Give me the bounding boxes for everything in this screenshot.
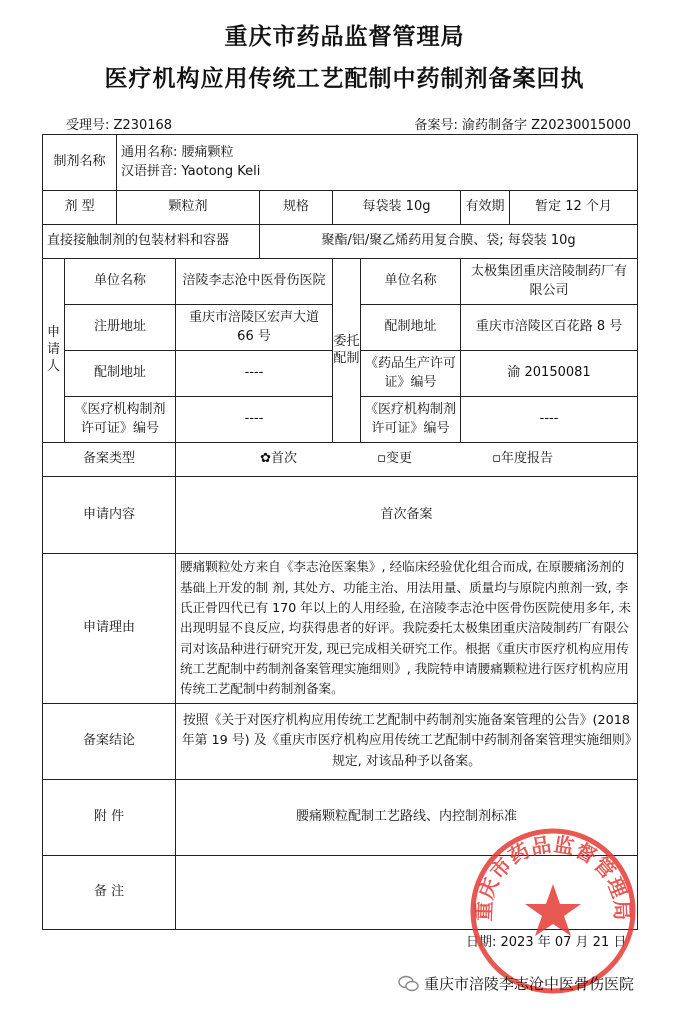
- applicant-license-value: ----: [176, 397, 333, 443]
- applicant-address-value: 重庆市涪陵区宏声大道 66 号: [176, 305, 333, 351]
- contractor-group-label: 委托配制: [333, 259, 361, 443]
- record-number: 备案号: 渝药制备字 Z20230015000: [414, 118, 631, 133]
- applicant-group-label: 申请人: [43, 259, 65, 443]
- contractor-unit-value: 太极集团重庆涪陵制药厂有限公司: [461, 259, 638, 305]
- contractor-address-label: 配制地址: [361, 305, 461, 351]
- applicant-address-label: 注册地址: [65, 305, 176, 351]
- content-value: 首次备案: [176, 477, 638, 554]
- form-label: 剂 型: [43, 191, 117, 225]
- checkbox-icon: ▫: [377, 451, 386, 467]
- document-subtitle: 医疗机构应用传统工艺配制中药制剂备案回执: [104, 66, 585, 92]
- official-seal-icon: [468, 826, 638, 996]
- contractor-license-value: 渝 20150081: [461, 351, 638, 397]
- filing-type-options: [176, 443, 638, 477]
- selected-box-icon: ✿: [260, 451, 271, 467]
- conclusion-value: 按照《关于对医疗机构应用传统工艺配制中药制剂实施备案管理的公告》(2018 年第 19 号) 及《重庆市医疗机构应用传统工艺配制中药制剂备案管理实施细则》规定, 对该品种予以备案。: [176, 704, 638, 780]
- receipt-number: 受理号: Z230168: [66, 118, 173, 133]
- contractor-unit-label: 单位名称: [361, 259, 461, 305]
- applicant-unit-value: 涪陵李志沧中医骨伤医院: [176, 259, 333, 305]
- spec-value: 每袋装 10g: [333, 191, 461, 225]
- seal-text: 重庆市药品监督管理局: [471, 831, 635, 922]
- attachment-label: 附 件: [43, 780, 176, 856]
- spec-label: 规格: [260, 191, 333, 225]
- attachment-value: 腰痛颗粒配制工艺路线、内控制剂标准: [176, 780, 638, 856]
- checkbox-icon: ▫: [492, 451, 501, 467]
- watermark: [398, 973, 634, 994]
- filing-table: [42, 134, 638, 930]
- prep-name-cell: [117, 135, 638, 191]
- generic-name: 通用名称: 腰痛颗粒: [121, 144, 234, 160]
- form-value: 颗粒剂: [117, 191, 260, 225]
- applicant-prep-address-value: ----: [176, 351, 333, 397]
- document-title: 重庆市药品监督管理局: [224, 24, 465, 50]
- option-annual[interactable]: ▫年度报告: [492, 451, 553, 467]
- contractor-address-value: 重庆市涪陵区百花路 8 号: [461, 305, 638, 351]
- contractor-med-license-label: 《医疗机构制剂许可证》编号: [361, 397, 461, 443]
- reason-label: 申请理由: [43, 554, 176, 704]
- applicant-unit-label: 单位名称: [65, 259, 176, 305]
- filing-type-label: 备案类型: [43, 443, 176, 477]
- filing-date: 日期: 2023 年 07 月 21 日: [466, 935, 627, 950]
- package-value: 聚酯/铝/聚乙烯药用复合膜、袋; 每袋装 10g: [260, 225, 638, 259]
- validity-label: 有效期: [461, 191, 510, 225]
- option-first[interactable]: ✿首次: [260, 451, 298, 467]
- reason-value: 腰痛颗粒处方来自《李志沧医案集》, 经临床经验优化组合而成, 在原腰痛汤剂的基础上开发的制 剂, 其处方、功能主治、用法用量、质量均与原院内煎剂一致, 李氏正骨四代已有 170 年以上的人用经验, 在涪陵李志沧中医骨伤医院使用多年, 未出现明显不良反应, 均获得患者的好评。我院委托太极集团重庆涪陵制药厂有限公司对该品种进行研究开发, 现已完成相关研究工作。根据《重庆市医疗机构应用传统工艺配制中药制剂备案管理实施细则》, 我院特申请腰痛颗粒进行医疗机构应用传统工艺配制中药制剂备案。: [176, 554, 638, 704]
- prep-name-label: 制剂名称: [43, 135, 117, 191]
- remark-label: 备 注: [43, 856, 176, 930]
- contractor-license-label: 《药品生产许可证》编号: [361, 351, 461, 397]
- pinyin-name: 汉语拼音: Yaotong Keli: [121, 163, 261, 179]
- conclusion-label: 备案结论: [43, 704, 176, 780]
- content-label: 申请内容: [43, 477, 176, 554]
- applicant-prep-address-label: 配制地址: [65, 351, 176, 397]
- contractor-med-license-value: ----: [461, 397, 638, 443]
- applicant-license-label: 《医疗机构制剂许可证》编号: [65, 397, 176, 443]
- option-change[interactable]: ▫变更: [377, 451, 412, 467]
- watermark-text: 重庆市涪陵李志沧中医骨伤医院: [424, 975, 635, 993]
- wechat-icon: [398, 975, 420, 993]
- validity-value: 暂定 12 个月: [510, 191, 638, 225]
- package-label: 直接接触制剂的包装材料和容器: [43, 225, 260, 259]
